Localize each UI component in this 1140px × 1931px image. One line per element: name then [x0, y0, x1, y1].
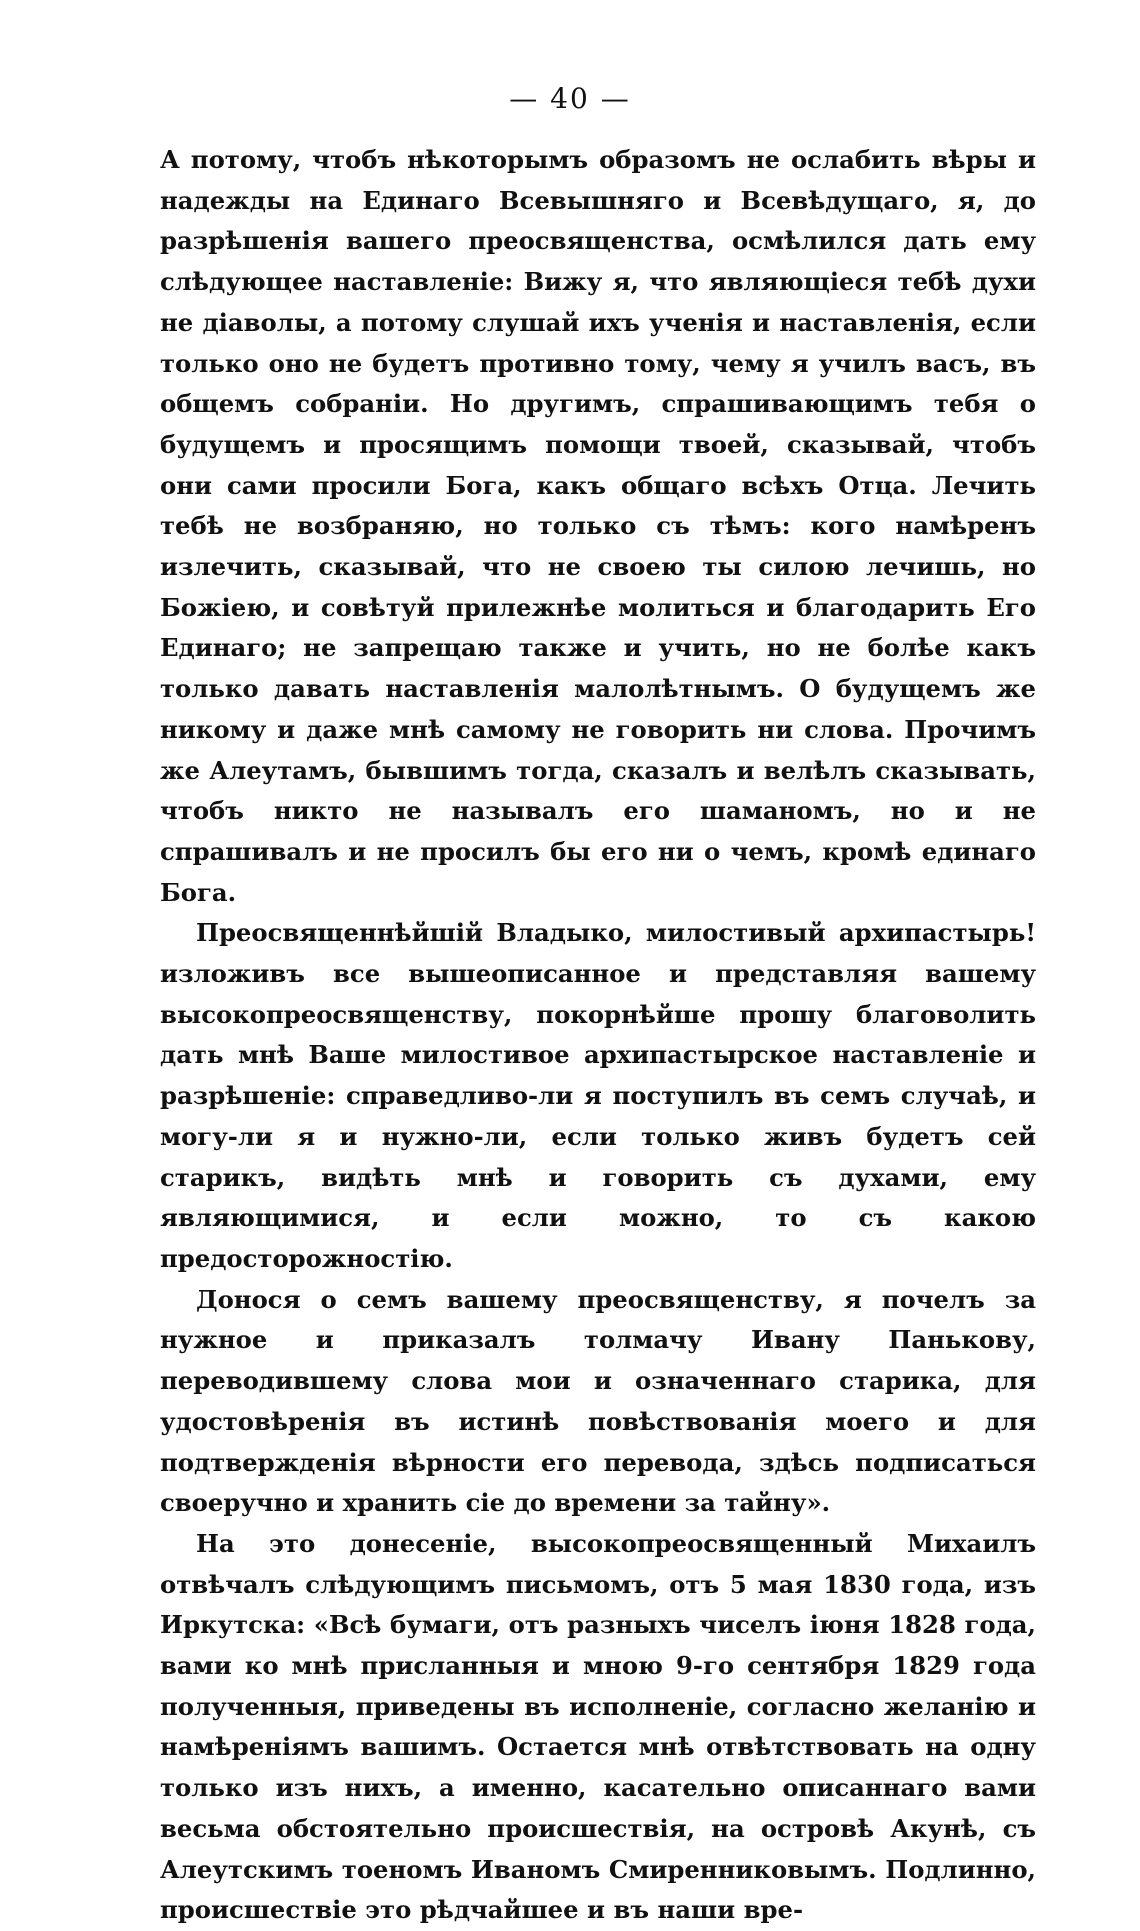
paragraph-3: Донося о семъ вашему преосвященству, я почелъ за нужное и приказалъ толмачу Ивану Панькову, переводившему слова мои и означеннаго старика, для удостовѣренія въ истинѣ повѣствованія моего и для подтвержденія вѣрности его перевода, здѣсь подписаться своеручно и хранить сіе до времени за тайну».	[160, 1284, 1036, 1518]
body-text	[160, 140, 1036, 1931]
page-number: — 40 —	[509, 82, 631, 115]
paragraph-2: Преосвященнѣйшій Владыко, милостивый архипастырь! изложивъ все вышеописанное и представляя вашему высокопреосвященству, покорнѣйше прошу благоволить дать мнѣ Ваше милостивое архипастырское наставленіе и разрѣшеніе: справедливо-ли я поступилъ въ семъ случаѣ, и могу-ли я и нужно-ли, если только живъ будетъ сей старикъ, видѣть мнѣ и говорить съ духами, ему являющимися, и если можно, то съ какою предосторожностію.	[160, 918, 1036, 1273]
paragraph-4: На это донесеніе, высокопреосвященный Михаилъ отвѣчалъ слѣдующимъ письмомъ, отъ 5 мая 1830 года, изъ Иркутска: «Всѣ бумаги, отъ разныхъ чиселъ іюня 1828 года, вами ко мнѣ присланныя и мною 9-го сентября 1829 года полученныя, приведены въ исполненіе, согласно желанію и намѣреніямъ вашимъ. Остается мнѣ отвѣтствовать на одну только изъ нихъ, а именно, касательно описаннаго вами весьма обстоятельно происшествія, на островѣ Акунѣ, съ Алеутскимъ тоеномъ Иваномъ Смиренниковымъ. Подлинно, происшествіе это рѣдчайшее и въ наши вре-	[160, 1528, 1036, 1925]
paragraph-1: А потому, чтобъ нѣкоторымъ образомъ не ослабить вѣры и надежды на Единаго Всевышняго и Всевѣдущаго, я, до разрѣшенія вашего преосвященства, осмѣлился дать ему слѣдующее наставленіе: Вижу я, что являющіеся тебѣ духи не діаволы, а потому слушай ихъ ученія и наставленія, если только оно не будетъ противно тому, чему я училъ васъ, въ общемъ собраніи. Но другимъ, спрашивающимъ тебя о будущемъ и просящимъ помощи твоей, сказывай, чтобъ они сами просили Бога, какъ общаго всѣхъ Отца. Лечить тебѣ не возбраняю, но только съ тѣмъ: кого намѣренъ излечить, сказывай, что не своею ты силою лечишь, но Божіею, и совѣтуй прилежнѣе молиться и благодарить Его Единаго; не запрещаю также и учить, но не болѣе какъ только давать наставленія малолѣтнымъ. О будущемъ же никому и даже мнѣ самому не говорить ни слова. Прочимъ же Алеутамъ, бывшимъ тогда, сказалъ и велѣлъ сказывать, чтобъ никто не называлъ его шаманомъ, но и не спрашивалъ и не просилъ бы его ни о чемъ, кромѣ единаго Бога.	[160, 145, 1036, 907]
